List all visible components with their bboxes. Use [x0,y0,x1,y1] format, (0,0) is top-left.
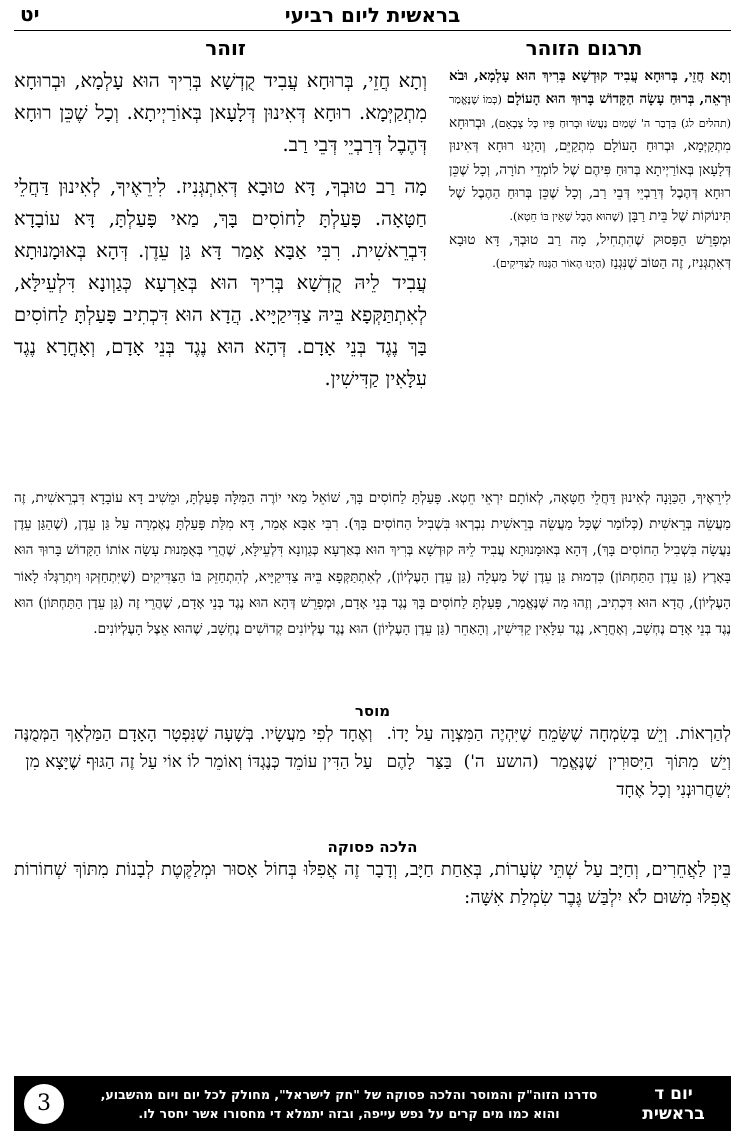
footer-message [72,1085,626,1123]
musar-section [14,720,731,804]
footer-day [626,1084,721,1124]
halacha-text: בֵּין לַאֲחֵרִים, וְחַיָּב עַל שְׁתֵּי שְׂעָרוֹת, בְּאַחַת חַיָּב, וְדָבָר זֶה אֲפִלּוּ בְּחוֹל אָסוּר וּמְלַקֶּטֶת לְבָנוֹת מִתּוֹךְ שְׁחוֹרוֹת אֲפִלּוּ מִשּׁוּם לֹא יִלְבַּשׁ גֶּבֶר שִׂמְלַת אִשָּׁה: [14,858,731,908]
footer-badge: 3 [24,1084,64,1124]
zohar-paragraph: וְתָא חֲזֵי, בְּרוּחָא עֲבִיד קֻדְשָׁא בְּרִיךְ הוּא עָלְמָא, וּבְרוּחָא מִתְקַיְּמָא. רוּחָא דְּאִינוּן דְּלָעָאן בְּאוֹרַיְיתָא. וְכָל שֶׁכֵּן רוּחָא דְּהֶבֶל דְּרַבְיֵי דְּבֵי רַב. [14,69,428,156]
musar-column-left: וְאֶחָד לְפִי מַעֲשָׂיו. בְּשָׁעָה שֶׁנִּפְטָר הָאָדָם הַמַּלְאָךְ הַמְּמֻנֶּה עַל הַדִּין עוֹמֵד כְּנֶגְדּוֹ וְאוֹמֵר לוֹ אוֹי עַל זֶה הַגּוּף שֶׁיָּצָא מִן [14,723,373,772]
two-column-section [14,65,731,485]
footer-book-label: בראשית [642,1103,705,1124]
targum-paragraph [449,229,731,276]
footer-line: סדרנו הזוה"ק והמוסר והלכה פסוקה של "חק לישראל", מחולק לכל יום ויום מהשבוע, [100,1086,598,1102]
commentary-paragraph: לִירֵאֶיךָ, הַכַּוָּנָה לְאִינוּן דַּחֲלֵי חַטָּאָה, לְאוֹתָם יִרְאֵי חֵטְא. פָּעַלְתָּ לַחוֹסִים בָּךְ, שׁוֹאֵל מַאי יוֹרֶה הַמִּלָּה פָּעַלְתָּ, וּמֵשִׁיב דָּא עוֹבָדָא דִּבְרֵאשִׁית, זֶה מַעֲשֵׂה בְּרֵאשִׁית (כְּלוֹמַר שֶׁכָּל מַעֲשֵׂה בְּרֵאשִׁית נִבְרְאוּ בִּשְׁבִיל הַחוֹסִים בָּךְ). רִבִּי אַבָּא אָמַר, דָּא מִלַּת פָּעַלְתָּ נֶאֶמְרָה עַל גַּן עֵדֶן, (שֶׁהַגַּן עֵדֶן נַעֲשָׂה בִּשְׁבִיל הַחוֹסִים בָּךְ), דְּהָא בְּאוּמָנוּתָא עֲבִיד לֵיהּ קוּדְשָׁא בְּרִיךְ הוּא בְּאַרְעָא כְּגַוְונָא דִּלְעֵילָּא, שֶׁהֲרֵי בְּאֻמָּנוּת עָשָׂה אוֹתוֹ הַקָּדוֹשׁ בָּרוּךְ הוּא בָּאָרֶץ (גַּן עֵדֶן הַתַּחְתּוֹן) כִּדְמוּת גַּן עֵדֶן שֶׁל מַעְלָה (גַּן עֵדֶן הָעֶלְיוֹן), לְאִתְתַּקְּפָא בֵּיהּ צַדִּיקַיָּיא, לְהִתְחַזֵּק בּוֹ הַצַּדִּיקִים (שֶׁיִּתְחַזְּקוּ וְיִתְרַגְּלוּ לָאוֹר הָעֶלְיוֹן), הֲדָא הוּא דִּכְתִיב, וְזֶהוּ מַה שֶּׁנֶּאֱמַר, פָּעַלְתָּ לַחוֹסִים בָּךְ נֶגֶד בְּנֵי אָדָם, וּמְפָרֵשׁ דְּהָא הוּא נֶגֶד בְּנֵי אָדָם, שֶׁהֲרֵי זֶה (גַּן עֵדֶן הַתַּחְתּוֹן) הוּא נֶגֶד בְּנֵי אָדָם נֶחְשָׁב, וְאָחֳרָא, נֶגֶד עִלָּאִין קַדִּישִׁין, וְהָאַחֵר (גַּן עֵדֶן הָעֶלְיוֹן) הוּא נֶגֶד עֶלְיוֹנִים קְדוֹשִׁים נֶחְשָׁב, שֶׁהוּא אֵצֶל הָעֶלְיוֹנִים. [14,490,731,638]
footer-day-label: יום ד [654,1083,693,1104]
halacha-title: הלכה פסוקה [327,837,418,856]
targum-note: (הַיְנוּ הָאוֹר הַגָּנוּז לַצַּדִּיקִים). [492,257,606,271]
page-title: בראשית ליום רביעי [284,3,461,27]
page-number: יט [20,2,40,26]
targum-paragraph [449,65,731,229]
targum-column [437,65,731,485]
running-head [14,0,731,31]
footer-line: והוא כמו מים קרים על נפש עייפה, ובזה יתמלא די מחסורו אשר יחסר לו. [138,1105,560,1121]
targum-note: (שֶׁהוּא הֶבֶל שֶׁאֵין בּוֹ חֵטְא). [509,210,624,224]
targum-heading: תרגום הזוהר [525,36,643,60]
column-headings [14,31,731,65]
zohar-heading: זוהר [205,36,246,60]
musar-column-right: לְהַרְאוֹת. וְיֵשׁ בְּשִׂמְחָה שֶׁשָּׂמֵחַ שֶׁיִּהְיֶה הַמִּצְוָה עַל יָדוֹ. וְיֵשׁ מִתּוֹךְ הַיִּסּוּרִין שֶׁנֶּאֱמַר (הושע ה') בַּצַּר לָהֶם יְשַׁחֲרוּנְנִי וְכָל אֶחָד [386,723,731,800]
footer-banner [14,1076,731,1131]
targum-note: (כְּמוֹ שֶׁנֶּאֱמַר (תהלים לג) בִּדְבַר ה' שָׁמַיִם נַעֲשׂוּ וּבְרוּחַ פִּיו כָּל צְבָאָם), [449,93,731,130]
targum-text: וּבְרוּחָא מִתְקַיְּמָא, וּבְרוּחַ הָעוֹלָם מִתְקַיֵּם, וְהַיְנוּ רוּחָא דְּאִינוּן דְּלָעָאן בְּאוֹרַיְיתָא בְּרוּחַ פִּיהֶם שֶׁל לוֹמְדֵי תוֹרָה, וְכָל שֶׁכֵּן רוּחָא דְּהֶבֶל דְּרַבְיֵי דְּבֵי רַב, וְכָל שֶׁכֵּן בְּרוּחַ הַהֶבֶל שֶׁל תִּינוֹקוֹת שֶׁל בֵּית רַבָּן [449,114,731,225]
zohar-paragraph: מָה רַב טוּבְךָ, דָּא טוּבָא דְּאִתְגְּנִיז. לִירֵאֶיךָ, לְאִינוּן דַּחֲלֵי חַטָּאָה. פָּעַלְתָּ לַחוֹסִים בָּךְ, מַאי פָּעַלְתָּ, דָּא עוֹבָדָא דִּבְרֵאשִׁית. רִבִּי אַבָּא אָמַר דָּא גַּן עֵדֶן. דְּהָא בְּאוּמָנוּתָא עֲבִיד לֵיהּ קֻדְשָׁא בְּרִיךְ הוּא בְּאַרְעָא כְּגַוְונָא דִּלְעֵילָּא, לְאִתְתַּקְּפָא בֵּיהּ צַדִּיקַיָּיא. הֲדָא הוּא דִּכְתִיב פָּעַלְתָּ לַחוֹסִים בָּךְ נֶגֶד בְּנֵי אָדָם. דְּהָא הוּא נֶגֶד בְּנֵי אָדָם, וְאָחֳרָא נֶגֶד עִלָּאִין קַדִּישִׁין. [14,175,428,390]
targum-text: וּמְפָרֵשׁ הַפָּסוּק שֶׁהִתְחִיל, מָה רַב טוּבְךָ, דָּא טוּבָא דְּאִתְגְּנִיז, זֶה הַטּוֹב שֶׁנִּגְנַז [449,231,731,272]
zohar-column [14,65,437,485]
musar-title: מוסר [354,701,391,720]
targum-text: וְתָא חֲזֵי, בְּרוּחָא עֲבִיד קוּדְשָׁא בְּרִיךְ הוּא עָלְמָא, וּבֹא וּרְאֵה, בְּרוּחַ עָשָׂה הַקָּדוֹשׁ בָּרוּךְ הוּא הָעוֹלָם [449,68,731,108]
